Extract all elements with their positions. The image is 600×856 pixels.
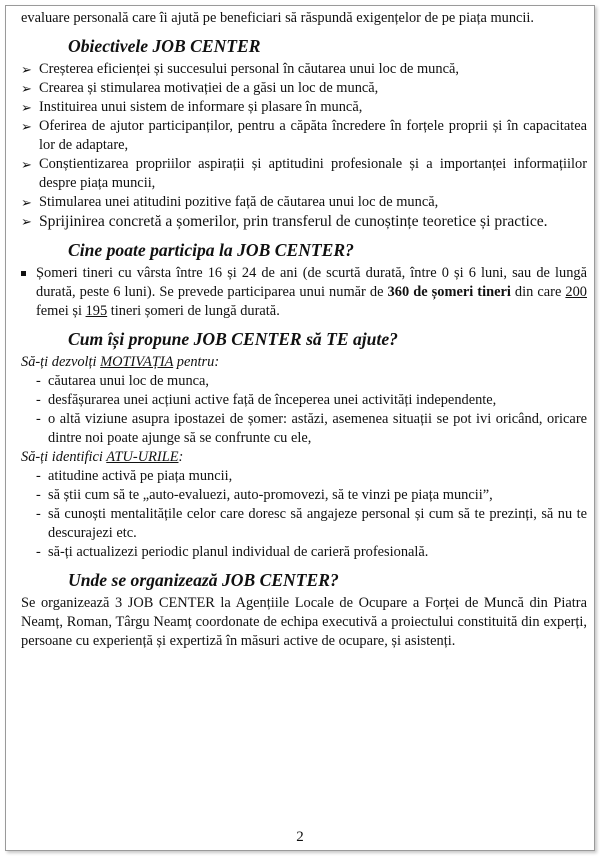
- list-item: - atitudine activă pe piața muncii,: [36, 468, 233, 484]
- arrow-bullet-icon: ➢: [21, 81, 32, 96]
- list-item: ➢ Creșterea eficienței și succesului personal în căutarea unui loc de muncă,: [21, 61, 459, 77]
- section-title-location: Unde se organizează JOB CENTER?: [68, 570, 339, 590]
- arrow-bullet-icon: ➢: [21, 214, 32, 229]
- list-item: ➢ Stimularea unei atitudini pozitive față de căutarea unui loc de muncă,: [21, 194, 439, 210]
- list-item: - să cunoști mentalitățile celor care doresc să angajeze personal și cum să te prezinți, să nu te descurajezi etc.: [36, 506, 587, 541]
- list-item: ➢ Crearea și stimularea motivației de a găsi un loc de muncă,: [21, 80, 379, 96]
- subheading-strengths: Să-ți identifici ATU-URILE:: [21, 449, 184, 465]
- list-item: - o altă viziune asupra ipostazei de șomer: astăzi, asemenea situații se pot ivi oricând, oricare dintre noi poate ajunge să se confrunte cu ele,: [36, 411, 587, 446]
- section-title-participants: Cine poate participa la JOB CENTER?: [68, 240, 354, 260]
- square-bullet-icon: [21, 271, 26, 276]
- arrow-bullet-icon: ➢: [21, 100, 32, 115]
- strengths-list: [21, 467, 587, 562]
- arrow-bullet-icon: ➢: [21, 119, 32, 134]
- arrow-bullet-icon: ➢: [21, 62, 32, 77]
- location-paragraph: Se organizează 3 JOB CENTER la Agențiile Locale de Ocupare a Forței de Muncă din Piatra Neamț, Roman, Târgu Neamț coordonate de echipa executivă a proiectului constituită din experți, persoane cu experiență și expertiză în măsuri active de ocupare, și asistenți.: [21, 595, 587, 649]
- document-page: [5, 5, 595, 851]
- motivation-list: [21, 372, 587, 448]
- list-item: ➢ Oferirea de ajutor participanților, pentru a căpăta încredere în forțele proprii și în capacitatea lor de adaptare,: [21, 118, 587, 153]
- list-item: - desfășurarea unei acțiuni active față de începerea unei activități independente,: [36, 392, 497, 408]
- arrow-bullet-icon: ➢: [21, 195, 32, 210]
- list-item: - să știi cum să te „auto-evaluezi, auto-promovezi, să te vinzi pe piața muncii”,: [36, 487, 493, 503]
- section-title-help: Cum își propune JOB CENTER să TE ajute?: [68, 329, 398, 349]
- arrow-bullet-icon: ➢: [21, 157, 32, 172]
- objectives-list: [21, 60, 587, 232]
- page-content: [21, 9, 587, 651]
- page-number: 2: [296, 829, 304, 845]
- list-item: - căutarea unui loc de munca,: [36, 373, 210, 389]
- list-item: ➢ Instituirea unui sistem de informare și plasare în muncă,: [21, 99, 363, 115]
- list-item: - să-ți actualizezi periodic planul individual de carieră profesională.: [36, 544, 429, 560]
- participants-paragraph: Șomeri tineri cu vârsta între 16 și 24 de ani (de scurtă durată, între 0 și 6 luni, sau de lungă durată, peste 6 luni). Se prevede participarea unui număr de 360 de șomeri tineri din care 200 femei și 195 tineri șomeri de lungă durată.: [21, 264, 587, 321]
- list-item: ➢ Sprijinirea concretă a șomerilor, prin transferul de cunoștințe teoretice și practice.: [21, 213, 548, 230]
- section-title-objectives: Obiectivele JOB CENTER: [68, 36, 261, 56]
- subheading-motivation: Să-ți dezvolți MOTIVAȚIA pentru:: [21, 354, 220, 370]
- intro-paragraph: evaluare personală care îi ajută pe beneficiari să răspundă exigențelor de pe piața muncii.: [21, 10, 535, 26]
- list-item: ➢ Conștientizarea propriilor aspirații și aptitudini profesionale și a importanței informațiilor despre piața muncii,: [21, 156, 587, 191]
